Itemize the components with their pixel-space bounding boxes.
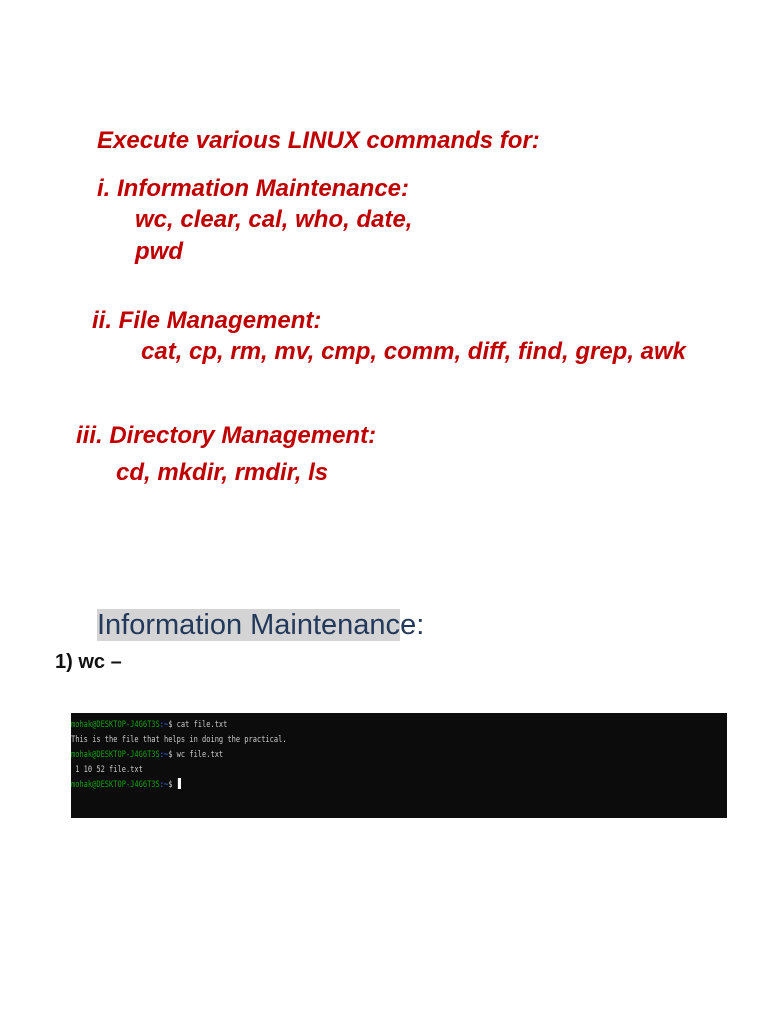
terminal-line [71,719,227,731]
terminal-screenshot [71,713,727,818]
terminal-cursor [178,778,181,789]
item-label-wc: 1) wc – [55,651,122,673]
terminal-command: $ [168,780,177,790]
section-heading-rest: e: [400,609,425,641]
terminal-line [71,764,143,776]
terminal-command: $ wc file.txt [168,750,224,760]
intro-title: Execute various LINUX commands for: [97,127,540,154]
prompt-user: mohak@DESKTOP-J4G6T3S [71,780,160,790]
prompt-path: :~ [159,750,169,760]
section-heading [97,606,424,644]
info-maintenance-commands-line2: pwd [135,238,183,265]
prompt-path: :~ [159,720,169,730]
info-maintenance-heading: i. Information Maintenance: [97,175,410,202]
terminal-line [71,734,287,746]
file-management-heading: ii. File Management: [92,307,322,334]
directory-management-heading: iii. Directory Management: [76,422,377,449]
info-maintenance-commands-line1: wc, clear, cal, who, date, [135,206,413,233]
prompt-user: mohak@DESKTOP-J4G6T3S [71,720,160,730]
file-management-commands: cat, cp, rm, mv, cmp, comm, diff, find, grep, awk [141,338,687,365]
terminal-output: This is the file that helps in doing the practical. [71,735,287,745]
directory-management-commands: cd, mkdir, rmdir, ls [116,459,329,486]
terminal-line [71,749,223,761]
terminal-line [71,778,181,791]
terminal-output: 1 10 52 file.txt [71,765,143,775]
terminal-command: $ cat file.txt [168,720,228,730]
prompt-path: :~ [159,780,169,790]
prompt-user: mohak@DESKTOP-J4G6T3S [71,750,160,760]
section-heading-highlighted: Information Maintenanc [97,609,401,641]
